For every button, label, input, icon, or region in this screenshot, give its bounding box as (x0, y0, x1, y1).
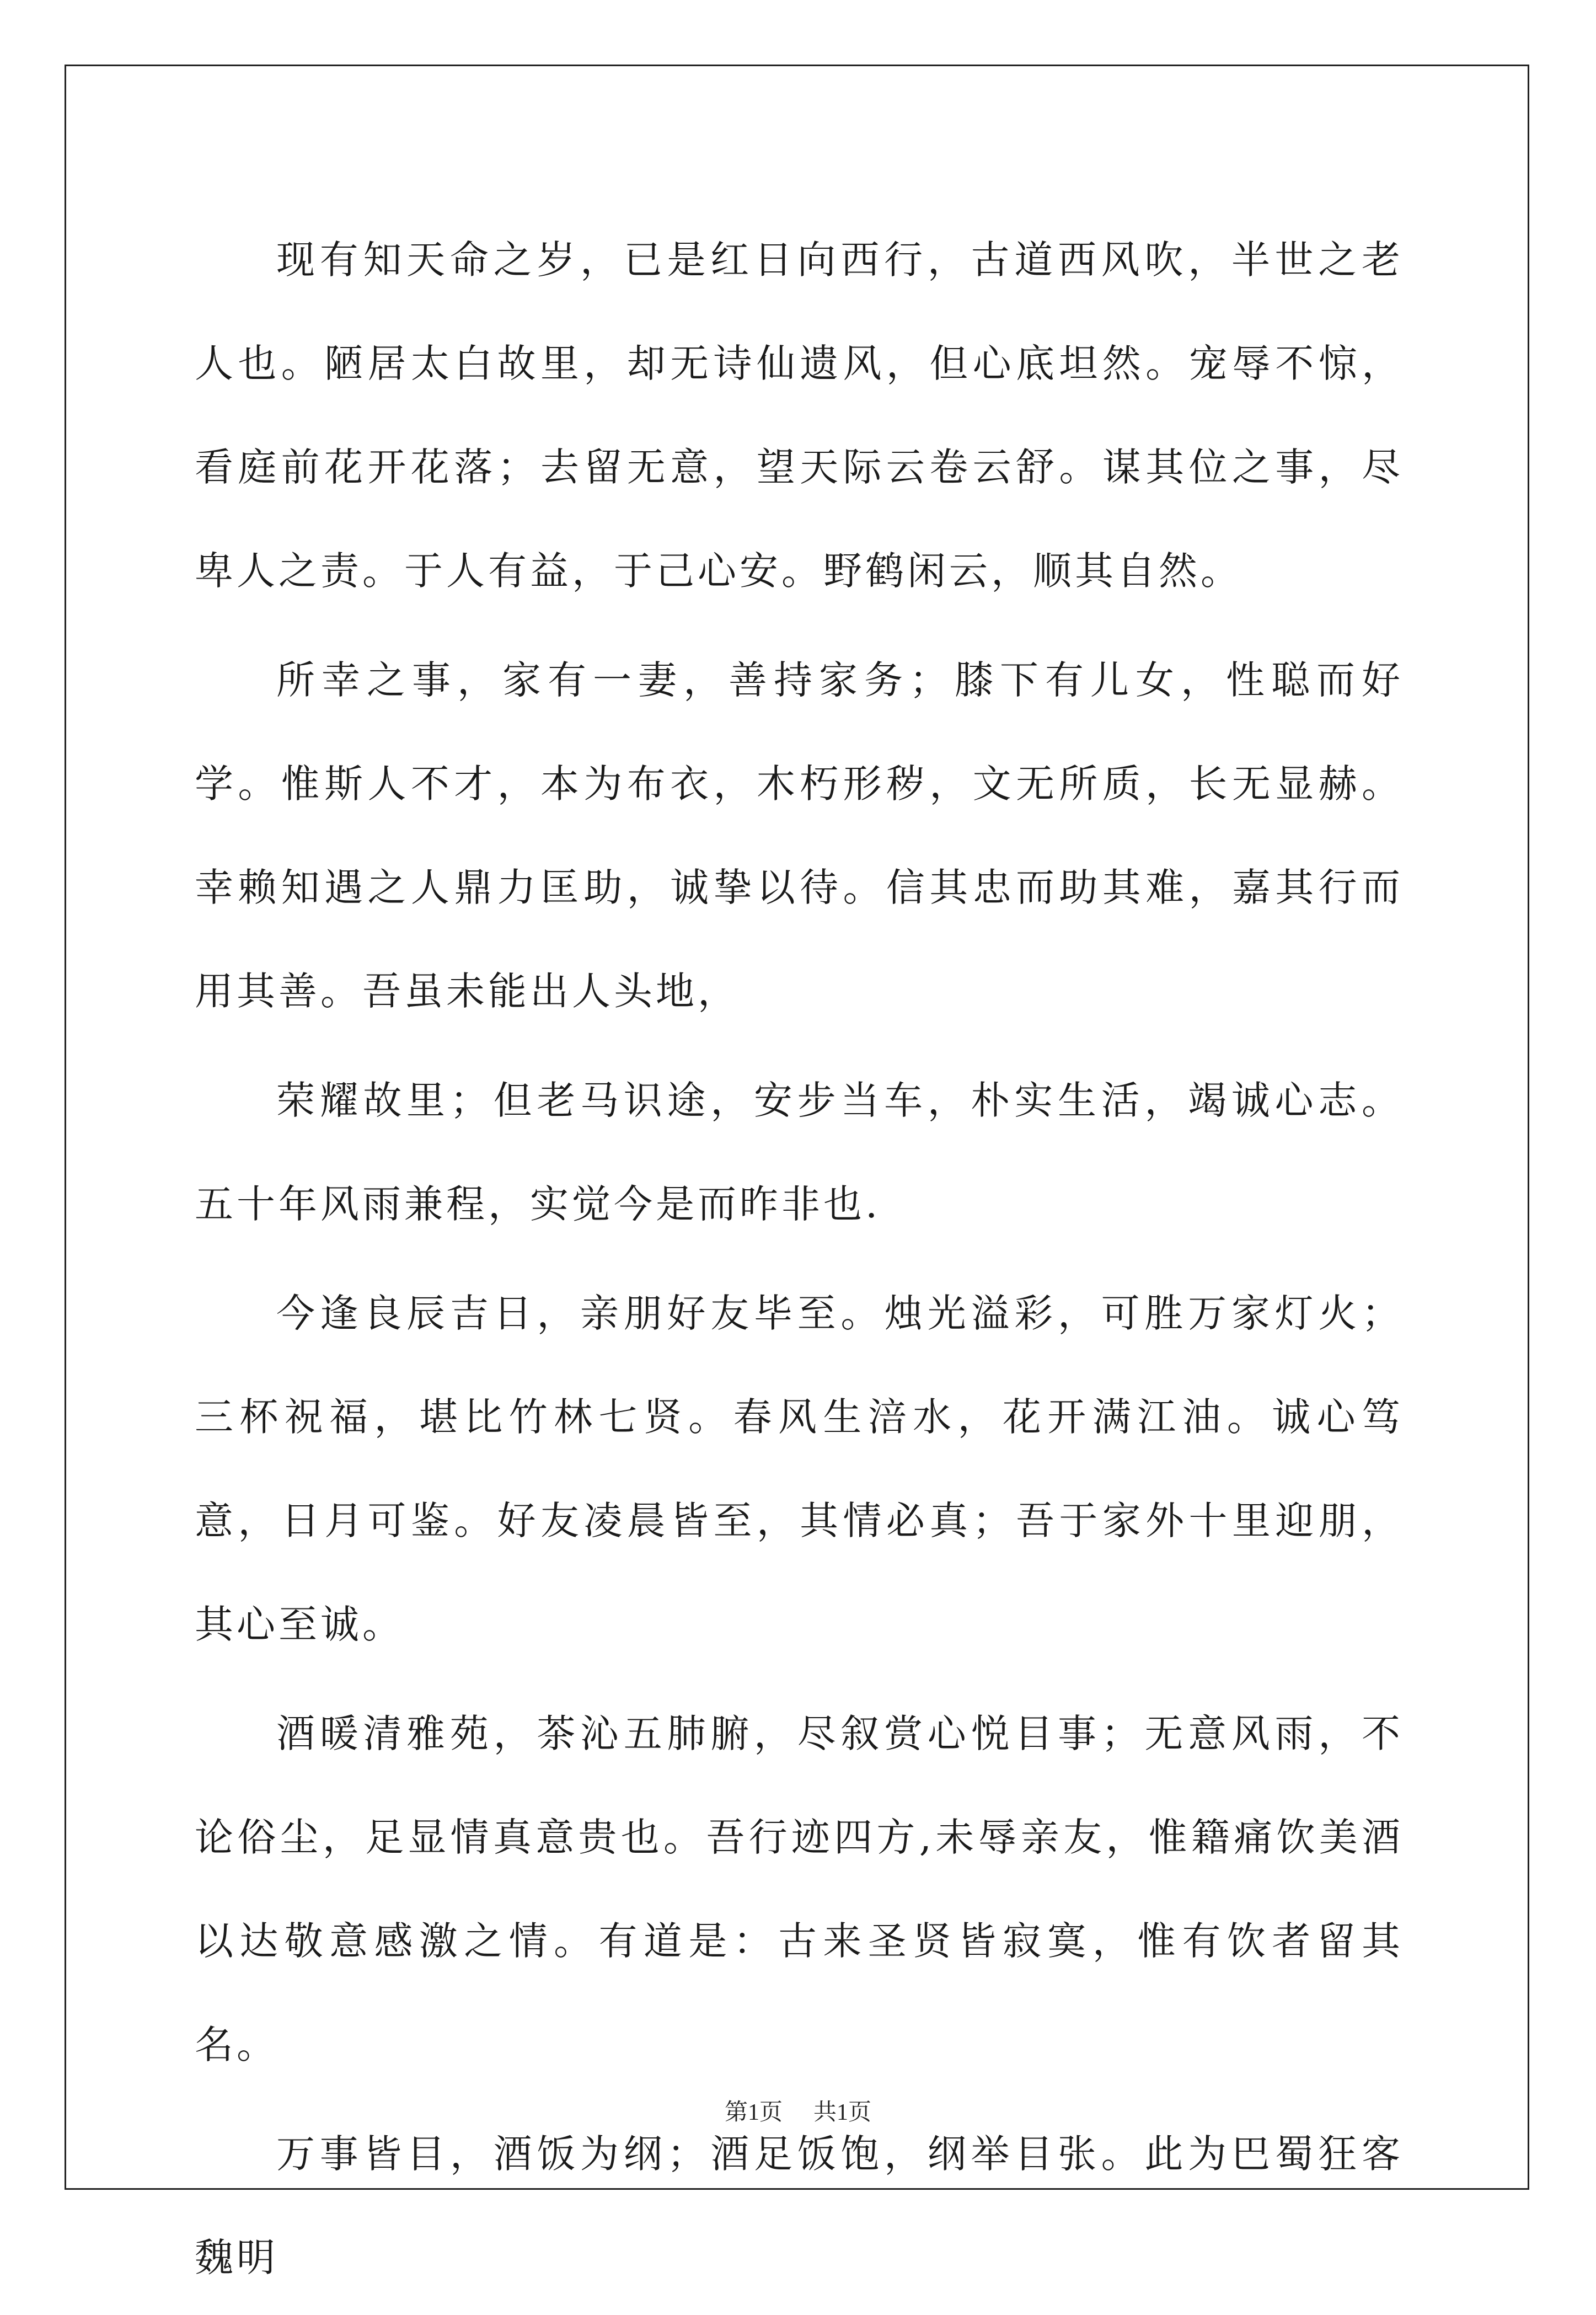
paragraph-4: 今逢良辰吉日，亲朋好友毕至。烛光溢彩，可胜万家灯火；三杯祝福，堪比竹林七贤。春风生涪水，花开满江油。诚心笃意，日月可鉴。好友凌晨皆至，其情必真；吾于家外十里迎朋，其心至诚。 (195, 1291, 1404, 1647)
paragraph-2: 所幸之事，家有一妻，善持家务；膝下有儿女，性聪而好学。惟斯人不才，本为布衣，木朽形秽，文无所质，长无显赫。幸赖知遇之人鼎力匡助，诚挚以待。信其忠而助其难，嘉其行而用其善。吾虽未能出人头地， (195, 657, 1404, 1014)
paragraph-1: 现有知天命之岁，已是红日向西行，古道西风吹，半世之老人也。陋居太白故里，却无诗仙遗风，但心底坦然。宠辱不惊，看庭前花开花落；去留无意，望天际云卷云舒。谋其位之事，尽卑人之责。于人有益，于己心安。野鹤闲云，顺其自然。 (195, 237, 1404, 594)
page-number-current: 第1页 (724, 2100, 783, 2125)
paragraph-3: 荣耀故里；但老马识途，安步当车，朴实生活，竭诚心志。五十年风雨兼程，实觉今是而昨非也. (195, 1078, 1404, 1227)
document-body (195, 208, 1404, 2315)
paragraph-6: 万事皆目，酒饭为纲；酒足饭饱，纲举目张。此为巴蜀狂客魏明 (195, 2131, 1404, 2280)
page-number-total: 共1页 (813, 2100, 872, 2125)
page-footer (0, 2094, 1596, 2127)
paragraph-5: 酒暖清雅苑，茶沁五肺腑，尽叙赏心悦目事；无意风雨，不论俗尘，足显情真意贵也。吾行迹四方,未辱亲友，惟籍痛饮美酒以达敬意感激之情。有道是：古来圣贤皆寂寞，惟有饮者留其名。 (195, 1711, 1404, 2067)
